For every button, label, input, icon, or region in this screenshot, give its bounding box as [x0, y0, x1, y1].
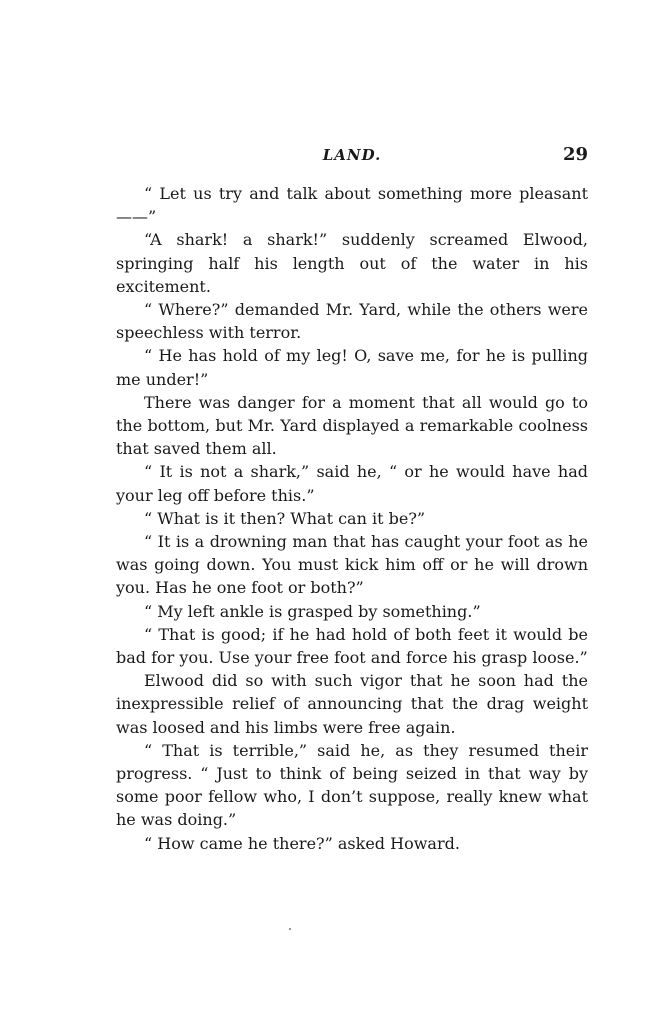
- running-head: [116, 144, 588, 168]
- paragraph: “ That is terrible,” said he, as they resumed their progress. “ Just to think of being seized in that way by some poor fellow who, I don’t suppose, really knew what he was doing.”: [116, 740, 588, 830]
- paragraph: “ That is good; if he had hold of both feet it would be bad for you. Use your free foot and force his grasp loose.”: [116, 624, 588, 668]
- paragraph: “ Where?” demanded Mr. Yard, while the others were speechless with terror.: [116, 300, 588, 343]
- ink-speck: [289, 928, 291, 930]
- body-text: [116, 182, 588, 855]
- paragraph: “ It is not a shark,” said he, “ or he would have had your leg off before this.”: [116, 462, 588, 505]
- paragraph: “A shark! a shark!” suddenly screamed Elwood, springing half his length out of the water in his excitement.: [116, 230, 588, 296]
- paragraph: There was danger for a moment that all would go to the bottom, but Mr. Yard displayed a remarkable coolness that saved them all.: [116, 392, 588, 459]
- paragraph: “ My left ankle is grasped by something.”: [144, 601, 481, 621]
- page-number: 29: [562, 144, 588, 165]
- paragraph: “ He has hold of my leg! O, save me, for he is pulling me under!”: [116, 346, 588, 389]
- paragraph: “ What is it then? What can it be?”: [144, 508, 426, 528]
- running-title: LAND.: [322, 146, 382, 164]
- paragraph: “ Let us try and talk about something more pleasant——”: [116, 184, 588, 227]
- paragraph: “ It is a drowning man that has caught your foot as he was going down. You must kick him off or he will drown you. Has he one foot or both?”: [116, 532, 588, 598]
- paragraph: Elwood did so with such vigor that he soon had the inexpressible relief of announcing that the drag weight was loosed and his limbs were free again.: [116, 671, 588, 737]
- paragraph: “ How came he there?” asked Howard.: [144, 833, 460, 853]
